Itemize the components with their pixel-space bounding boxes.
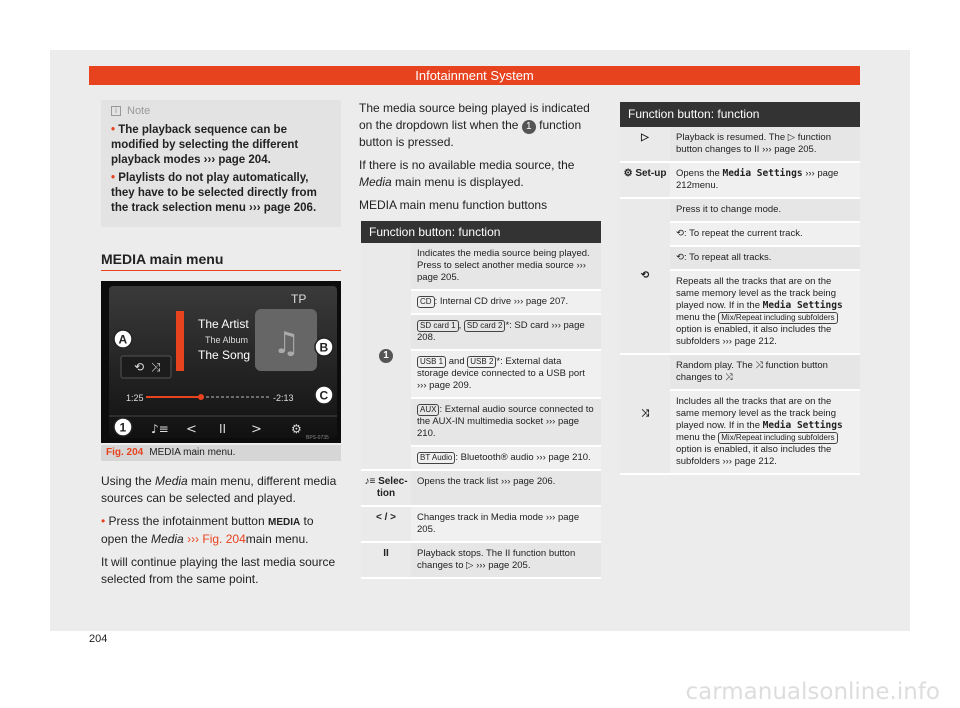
table-cell: Playback stops. The II function button changes to ▷ ››› page 205. bbox=[411, 542, 601, 578]
table-cell: ⟲: To repeat all tracks. bbox=[670, 246, 860, 270]
row-key: ⚙ Set-up bbox=[620, 162, 670, 198]
page-header: Infotainment System bbox=[89, 66, 860, 85]
progress-knob bbox=[198, 394, 204, 400]
callout-1 bbox=[114, 418, 132, 436]
repeat-icon: ⟲ bbox=[134, 360, 145, 374]
section-divider bbox=[101, 270, 341, 271]
table-cell: USB 1 and USB 2 *: External data storage device connected to a USB port ››› page 209. bbox=[411, 350, 601, 398]
mid-body-text: The media source being played is indicated on the dropdown list when the 1 function button is pressed. If there is no available media source, the Media main menu is displayed. MEDIA main menu function buttons bbox=[359, 101, 590, 212]
media-button-label: MEDIA bbox=[267, 517, 301, 528]
row-key: 1 bbox=[379, 349, 393, 363]
song-label: The Song bbox=[198, 348, 251, 362]
artist-label: The Artist bbox=[198, 317, 249, 331]
table-cell: Opens the Media Settings ››› page 212menu. bbox=[670, 162, 860, 198]
callout-a bbox=[114, 330, 132, 348]
svg-text:1: 1 bbox=[119, 420, 127, 435]
watermark: carmanualsonline.info bbox=[685, 679, 940, 705]
svg-text:C: C bbox=[319, 388, 329, 403]
note-title: i Note bbox=[111, 105, 331, 117]
previous-icon: < bbox=[186, 422, 197, 437]
next-icon: > bbox=[251, 422, 262, 437]
music-note-icon: ♫ bbox=[273, 326, 300, 361]
note-item: • The playback sequence can be modified by selecting the different playback modes ››› page 204. bbox=[111, 124, 299, 166]
table-cell: Changes track in Media mode ››› page 205. bbox=[411, 506, 601, 542]
shuffle-icon: ⤨ bbox=[151, 360, 161, 374]
table-cell: Indicates the media source being played. Press to select another media source ››› page 205. bbox=[411, 243, 601, 290]
tp-label: TP bbox=[291, 292, 307, 306]
table-cell: AUX : External audio source connected to the AUX-IN multimedia socket ››› page 210. bbox=[411, 398, 601, 446]
svg-text:B: B bbox=[319, 340, 329, 355]
row-key: < / > bbox=[361, 506, 411, 542]
table-header: Function button: function bbox=[620, 102, 860, 127]
callout-b bbox=[315, 338, 333, 356]
table-cell: Random play. The ⤨ function button changes to ⤨ bbox=[670, 354, 860, 390]
album-label: The Album bbox=[205, 335, 249, 345]
note-box bbox=[101, 100, 341, 227]
note-item: • Playlists do not play automatically, they have to be selected directly from the track selection menu ››› page 206. bbox=[111, 172, 317, 214]
table-header: Function button: function bbox=[361, 221, 601, 243]
page-number: 204 bbox=[89, 633, 108, 645]
left-body-text: Using the Media main menu, different media sources can be selected and played. • Press the infotainment button MEDIA to open the Media ››› Fig. 204main menu. It will continue playing the last media source selected from the same point. bbox=[101, 474, 337, 586]
time-remaining: -2:13 bbox=[273, 393, 294, 403]
row-key: ⟲ bbox=[620, 198, 670, 354]
table-cell: CD : Internal CD drive ››› page 207. bbox=[411, 290, 601, 314]
table-cell: BT Audio : Bluetooth® audio ››› page 210. bbox=[411, 446, 601, 470]
section-title: MEDIA main menu bbox=[101, 251, 224, 267]
figure-link[interactable]: ››› Fig. 204 bbox=[183, 532, 246, 546]
table-cell: Playback is resumed. The ▷ function button changes to II ››› page 205. bbox=[670, 127, 860, 162]
pause-icon: II bbox=[219, 422, 227, 436]
time-elapsed: 1:25 bbox=[126, 393, 144, 403]
table-cell: ⟲: To repeat the current track. bbox=[670, 222, 860, 246]
callout-c bbox=[315, 386, 333, 404]
function-number-badge: 1 bbox=[522, 120, 536, 134]
table-cell: Repeats all the tracks that are on the same memory level as the track being played now. If in the Media Settings menu the Mix/Repeat including subfolders option is enabled, it also includes the subfolders ››› page 212. bbox=[670, 270, 860, 354]
row-key: ♪≡ Selec-tion bbox=[361, 470, 411, 506]
function-table-2 bbox=[620, 102, 860, 475]
media-menu-figure bbox=[101, 281, 341, 443]
function-table-1 bbox=[361, 221, 601, 579]
svg-text:A: A bbox=[118, 332, 128, 347]
table-cell: SD card 1 , SD card 2 *: SD card ››› page 208. bbox=[411, 314, 601, 350]
media-source-highlight bbox=[176, 311, 184, 371]
table-cell: Includes all the tracks that are on the same memory level as the track being played now. If in the Media Settings menu the Mix/Repeat including subfolders option is enabled, it also includes the subfolders ››› page 212. bbox=[670, 390, 860, 474]
setup-icon: ⚙ bbox=[291, 422, 302, 436]
figure-drawing bbox=[101, 281, 341, 443]
table-cell: Opens the track list ››› page 206. bbox=[411, 470, 601, 506]
repeat-button bbox=[121, 356, 171, 378]
selection-icon: ♪≡ bbox=[151, 422, 169, 436]
row-key: ▷ bbox=[620, 127, 670, 162]
row-key: ⤨ bbox=[620, 354, 670, 474]
info-icon: i bbox=[111, 106, 121, 116]
figure-caption: Fig. 204 MEDIA main menu. bbox=[101, 445, 341, 461]
setup-icon: ⚙ bbox=[623, 168, 636, 179]
row-key: II bbox=[361, 542, 411, 578]
figure-code: BPS-0735 bbox=[306, 435, 329, 441]
table-cell: Press it to change mode. bbox=[670, 198, 860, 222]
